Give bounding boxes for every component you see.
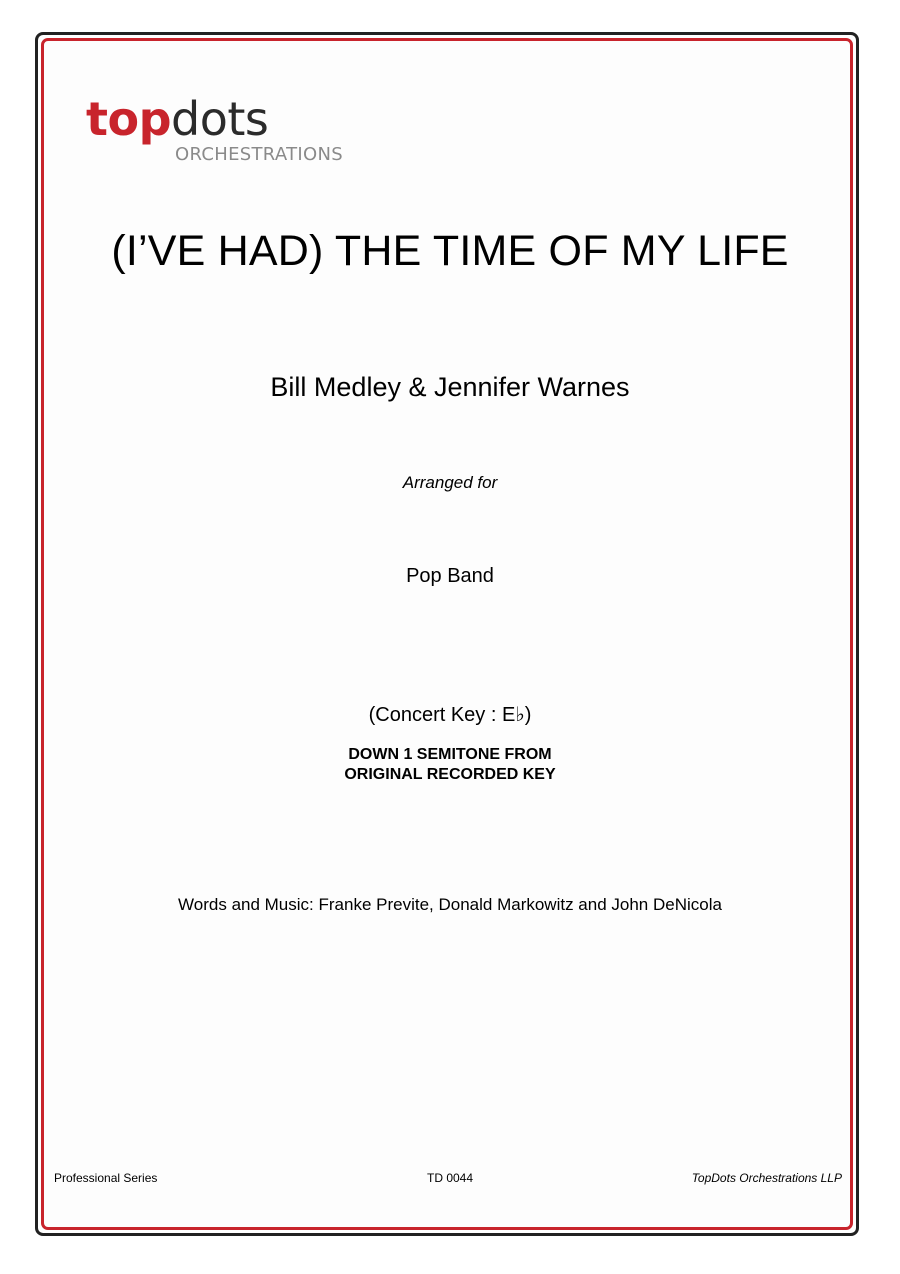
footer-catalog-number: TD 0044 [426,1171,474,1185]
footer-publisher: TopDots Orchestrations LLP [691,1171,842,1185]
artist-name: Bill Medley & Jennifer Warnes [270,372,630,402]
transpose-note [0,745,900,785]
logo-dots-text: dots [171,92,269,146]
ensemble-name: Pop Band [406,565,494,587]
logo-subtitle: ORCHESTRATIONS [175,144,343,165]
song-title: (I’VE HAD) THE TIME OF MY LIFE [111,227,789,275]
songwriter-credits: Words and Music: Franke Previte, Donald Markowitz and John DeNicola [178,895,722,914]
footer-series: Professional Series [54,1171,158,1185]
arranged-for-label: Arranged for [402,473,498,492]
logo-top-text: top [86,92,172,146]
transpose-note-line-2: ORIGINAL RECORDED KEY [344,766,556,783]
topdots-logo [86,92,343,165]
inner-page-border [41,38,853,1230]
logo-wordmark [86,92,269,146]
transpose-note-line-1: DOWN 1 SEMITONE FROM [348,746,552,763]
concert-key: (Concert Key : E♭) [368,704,532,726]
